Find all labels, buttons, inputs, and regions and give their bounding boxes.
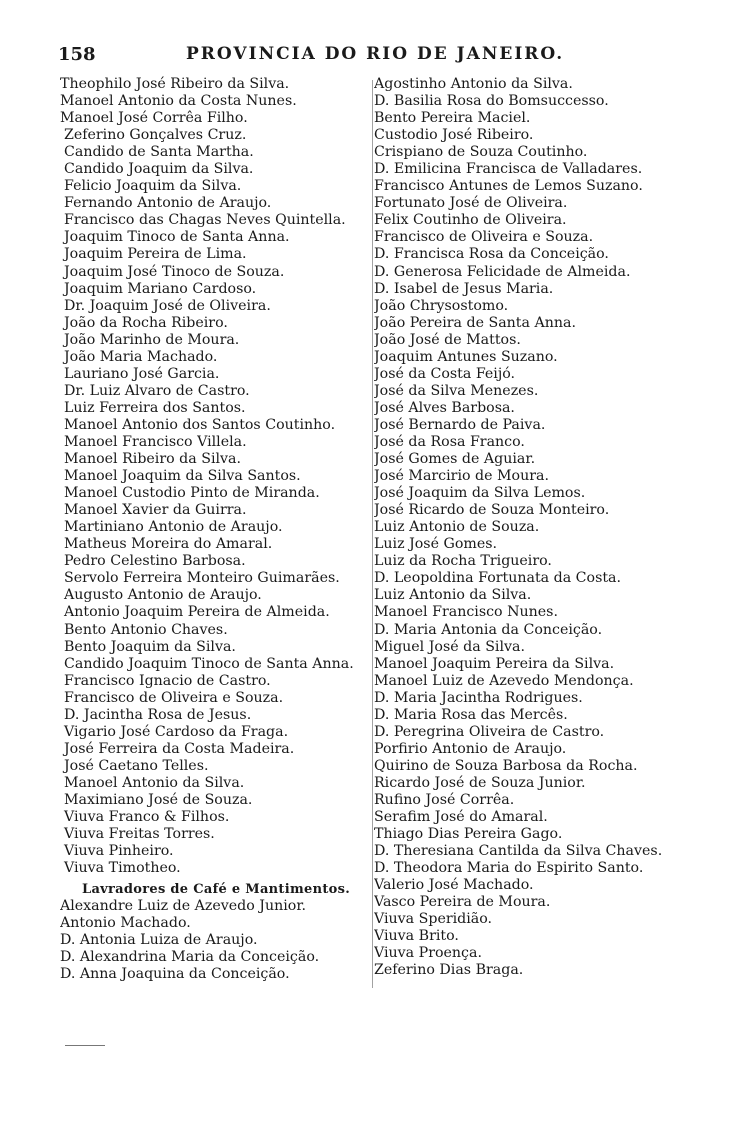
list-item: Joaquim Antunes Suzano. bbox=[374, 348, 558, 365]
list-item: Manoel Xavier da Guirra. bbox=[64, 502, 247, 519]
list-item: Bento Pereira Maciel. bbox=[374, 110, 531, 127]
list-item: Zeferino Gonçalves Cruz. bbox=[64, 127, 247, 144]
list-item: D. Basilia Rosa do Bomsuccesso. bbox=[374, 93, 609, 110]
list-item: Viuva Freitas Torres. bbox=[64, 826, 215, 843]
list-item: Manoel Francisco Villela. bbox=[64, 433, 247, 450]
list-item: D. Generosa Felicidade de Almeida. bbox=[374, 263, 631, 280]
list-item: Manoel Ribeiro da Silva. bbox=[64, 451, 242, 468]
list-item: Viuva Brito. bbox=[374, 928, 459, 945]
list-item: Manoel Antonio dos Santos Coutinho. bbox=[64, 416, 336, 433]
list-item: João Pereira de Santa Anna. bbox=[374, 314, 576, 331]
list-item: Joaquim Pereira de Lima. bbox=[64, 246, 247, 263]
list-item: Luiz Antonio da Silva. bbox=[374, 587, 532, 604]
page-header bbox=[58, 44, 578, 70]
list-item: João da Rocha Ribeiro. bbox=[64, 314, 228, 331]
list-item: Pedro Celestino Barbosa. bbox=[64, 553, 246, 570]
left-column-list bbox=[60, 76, 372, 983]
list-item: José da Silva Menezes. bbox=[374, 382, 539, 399]
list-item: Vigario José Cardoso da Fraga. bbox=[64, 723, 289, 740]
list-item: D. Antonia Luiza de Araujo. bbox=[60, 932, 258, 949]
column-divider bbox=[372, 80, 373, 988]
list-item: José Marcirio de Moura. bbox=[374, 468, 549, 485]
page-title: PROVINCIA DO RIO DE JANEIRO. bbox=[186, 44, 565, 64]
list-item: Felicio Joaquim da Silva. bbox=[64, 178, 242, 195]
list-item: D. Francisca Rosa da Conceição. bbox=[374, 246, 609, 263]
list-item: Antonio Joaquim Pereira de Almeida. bbox=[64, 604, 330, 621]
list-item: Custodio José Ribeiro. bbox=[374, 127, 534, 144]
list-item: Servolo Ferreira Monteiro Guimarães. bbox=[64, 570, 340, 587]
list-item: Viuva Pinheiro. bbox=[64, 843, 174, 860]
list-item: Joaquim Tinoco de Santa Anna. bbox=[64, 229, 290, 246]
list-item: Luiz da Rocha Trigueiro. bbox=[374, 553, 552, 570]
list-item: Candido Joaquim Tinoco de Santa Anna. bbox=[64, 655, 354, 672]
list-item: Vasco Pereira de Moura. bbox=[374, 894, 551, 911]
list-item: José Ricardo de Souza Monteiro. bbox=[374, 502, 610, 519]
list-item: Luiz José Gomes. bbox=[374, 536, 498, 553]
list-item: D. Emilicina Francisca de Valladares. bbox=[374, 161, 643, 178]
list-item: Zeferino Dias Braga. bbox=[374, 962, 524, 979]
list-item: Viuva Franco & Filhos. bbox=[64, 809, 230, 826]
right-column-list bbox=[374, 76, 692, 979]
list-item: D. Isabel de Jesus Maria. bbox=[374, 280, 554, 297]
list-item: Manoel Antonio da Silva. bbox=[64, 774, 245, 791]
list-item: Manoel Antonio da Costa Nunes. bbox=[60, 93, 297, 110]
list-item: Porfirio Antonio de Araujo. bbox=[374, 740, 567, 757]
list-item: Felix Coutinho de Oliveira. bbox=[374, 212, 567, 229]
list-item: Quirino de Souza Barbosa da Rocha. bbox=[374, 757, 638, 774]
list-item: Fortunato José de Oliveira. bbox=[374, 195, 568, 212]
list-item: Luiz Ferreira dos Santos. bbox=[64, 399, 246, 416]
list-item: Francisco Antunes de Lemos Suzano. bbox=[374, 178, 643, 195]
list-item: Francisco de Oliveira e Souza. bbox=[374, 229, 594, 246]
list-item: José Alves Barbosa. bbox=[374, 399, 515, 416]
list-item: Manoel Luiz de Azevedo Mendonça. bbox=[374, 672, 634, 689]
list-item: Manoel Joaquim da Silva Santos. bbox=[64, 468, 301, 485]
list-item: Manoel Custodio Pinto de Miranda. bbox=[64, 485, 320, 502]
list-item: Valerio José Machado. bbox=[374, 877, 534, 894]
list-item: Miguel José da Silva. bbox=[374, 638, 525, 655]
list-item: João Maria Machado. bbox=[64, 348, 218, 365]
list-item: José Caetano Telles. bbox=[64, 757, 209, 774]
list-item: Crispiano de Souza Coutinho. bbox=[374, 144, 588, 161]
section-heading: Lavradores de Café e Mantimentos. bbox=[82, 882, 351, 898]
list-item: Alexandre Luiz de Azevedo Junior. bbox=[60, 898, 307, 915]
list-item: Francisco Ignacio de Castro. bbox=[64, 672, 271, 689]
list-item: D. Maria Jacintha Rodrigues. bbox=[374, 689, 583, 706]
list-item: Viuva Proença. bbox=[374, 945, 482, 962]
list-item: Bento Joaquim da Silva. bbox=[64, 638, 236, 655]
list-item: D. Alexandrina Maria da Conceição. bbox=[60, 949, 320, 966]
list-item: Viuva Timotheo. bbox=[64, 860, 181, 877]
list-item: Joaquim José Tinoco de Souza. bbox=[64, 263, 285, 280]
list-item: D. Maria Rosa das Mercês. bbox=[374, 706, 568, 723]
list-item: João Marinho de Moura. bbox=[64, 331, 240, 348]
list-item: José da Rosa Franco. bbox=[374, 433, 525, 450]
list-item: Viuva Speridião. bbox=[374, 911, 493, 928]
list-item: José Ferreira da Costa Madeira. bbox=[64, 740, 295, 757]
list-item: Candido de Santa Martha. bbox=[64, 144, 254, 161]
list-item: Francisco das Chagas Neves Quintella. bbox=[64, 212, 346, 229]
footer-rule bbox=[65, 1045, 105, 1046]
list-item: Maximiano José de Souza. bbox=[64, 791, 253, 808]
list-item: Matheus Moreira do Amaral. bbox=[64, 536, 273, 553]
list-item: D. Peregrina Oliveira de Castro. bbox=[374, 723, 605, 740]
list-item: D. Theodora Maria do Espirito Santo. bbox=[374, 860, 644, 877]
list-item: Fernando Antonio de Araujo. bbox=[64, 195, 272, 212]
list-item: D. Theresiana Cantilda da Silva Chaves. bbox=[374, 843, 663, 860]
list-item: Agostinho Antonio da Silva. bbox=[374, 76, 573, 92]
list-item: Candido Joaquim da Silva. bbox=[64, 161, 254, 178]
list-item: José Bernardo de Paiva. bbox=[374, 416, 546, 433]
list-item: Bento Antonio Chaves. bbox=[64, 621, 228, 638]
list-item: Francisco de Oliveira e Souza. bbox=[64, 689, 284, 706]
list-item: Luiz Antonio de Souza. bbox=[374, 519, 540, 536]
list-item: Manoel Joaquim Pereira da Silva. bbox=[374, 655, 615, 672]
list-item: D. Leopoldina Fortunata da Costa. bbox=[374, 570, 622, 587]
list-item: Dr. Luiz Alvaro de Castro. bbox=[64, 382, 250, 399]
list-item: Joaquim Mariano Cardoso. bbox=[64, 280, 257, 297]
list-item: João José de Mattos. bbox=[374, 331, 521, 348]
list-item: José Gomes de Aguiar. bbox=[374, 451, 536, 468]
list-item: Augusto Antonio de Araujo. bbox=[64, 587, 262, 604]
list-item: Rufino José Corrêa. bbox=[374, 791, 515, 808]
list-item: Martiniano Antonio de Araujo. bbox=[64, 519, 283, 536]
list-item: Dr. Joaquim José de Oliveira. bbox=[64, 297, 271, 314]
list-item: Ricardo José de Souza Junior. bbox=[374, 774, 586, 791]
list-item: Serafim José do Amaral. bbox=[374, 809, 548, 826]
list-item: D. Anna Joaquina da Conceição. bbox=[60, 966, 290, 983]
list-item: Antonio Machado. bbox=[60, 915, 191, 932]
list-item: Theophilo José Ribeiro da Silva. bbox=[60, 76, 290, 92]
list-item: José da Costa Feijó. bbox=[374, 365, 516, 382]
list-item: Lauriano José Garcia. bbox=[64, 365, 220, 382]
list-item: D. Jacintha Rosa de Jesus. bbox=[64, 706, 252, 723]
list-item: João Chrysostomo. bbox=[374, 297, 509, 314]
list-item: Thiago Dias Pereira Gago. bbox=[374, 826, 563, 843]
list-item: D. Maria Antonia da Conceição. bbox=[374, 621, 603, 638]
list-item: Manoel Francisco Nunes. bbox=[374, 604, 558, 621]
page-number: 158 bbox=[58, 44, 96, 65]
list-item: José Joaquim da Silva Lemos. bbox=[374, 485, 586, 502]
list-item: Manoel José Corrêa Filho. bbox=[60, 110, 248, 127]
